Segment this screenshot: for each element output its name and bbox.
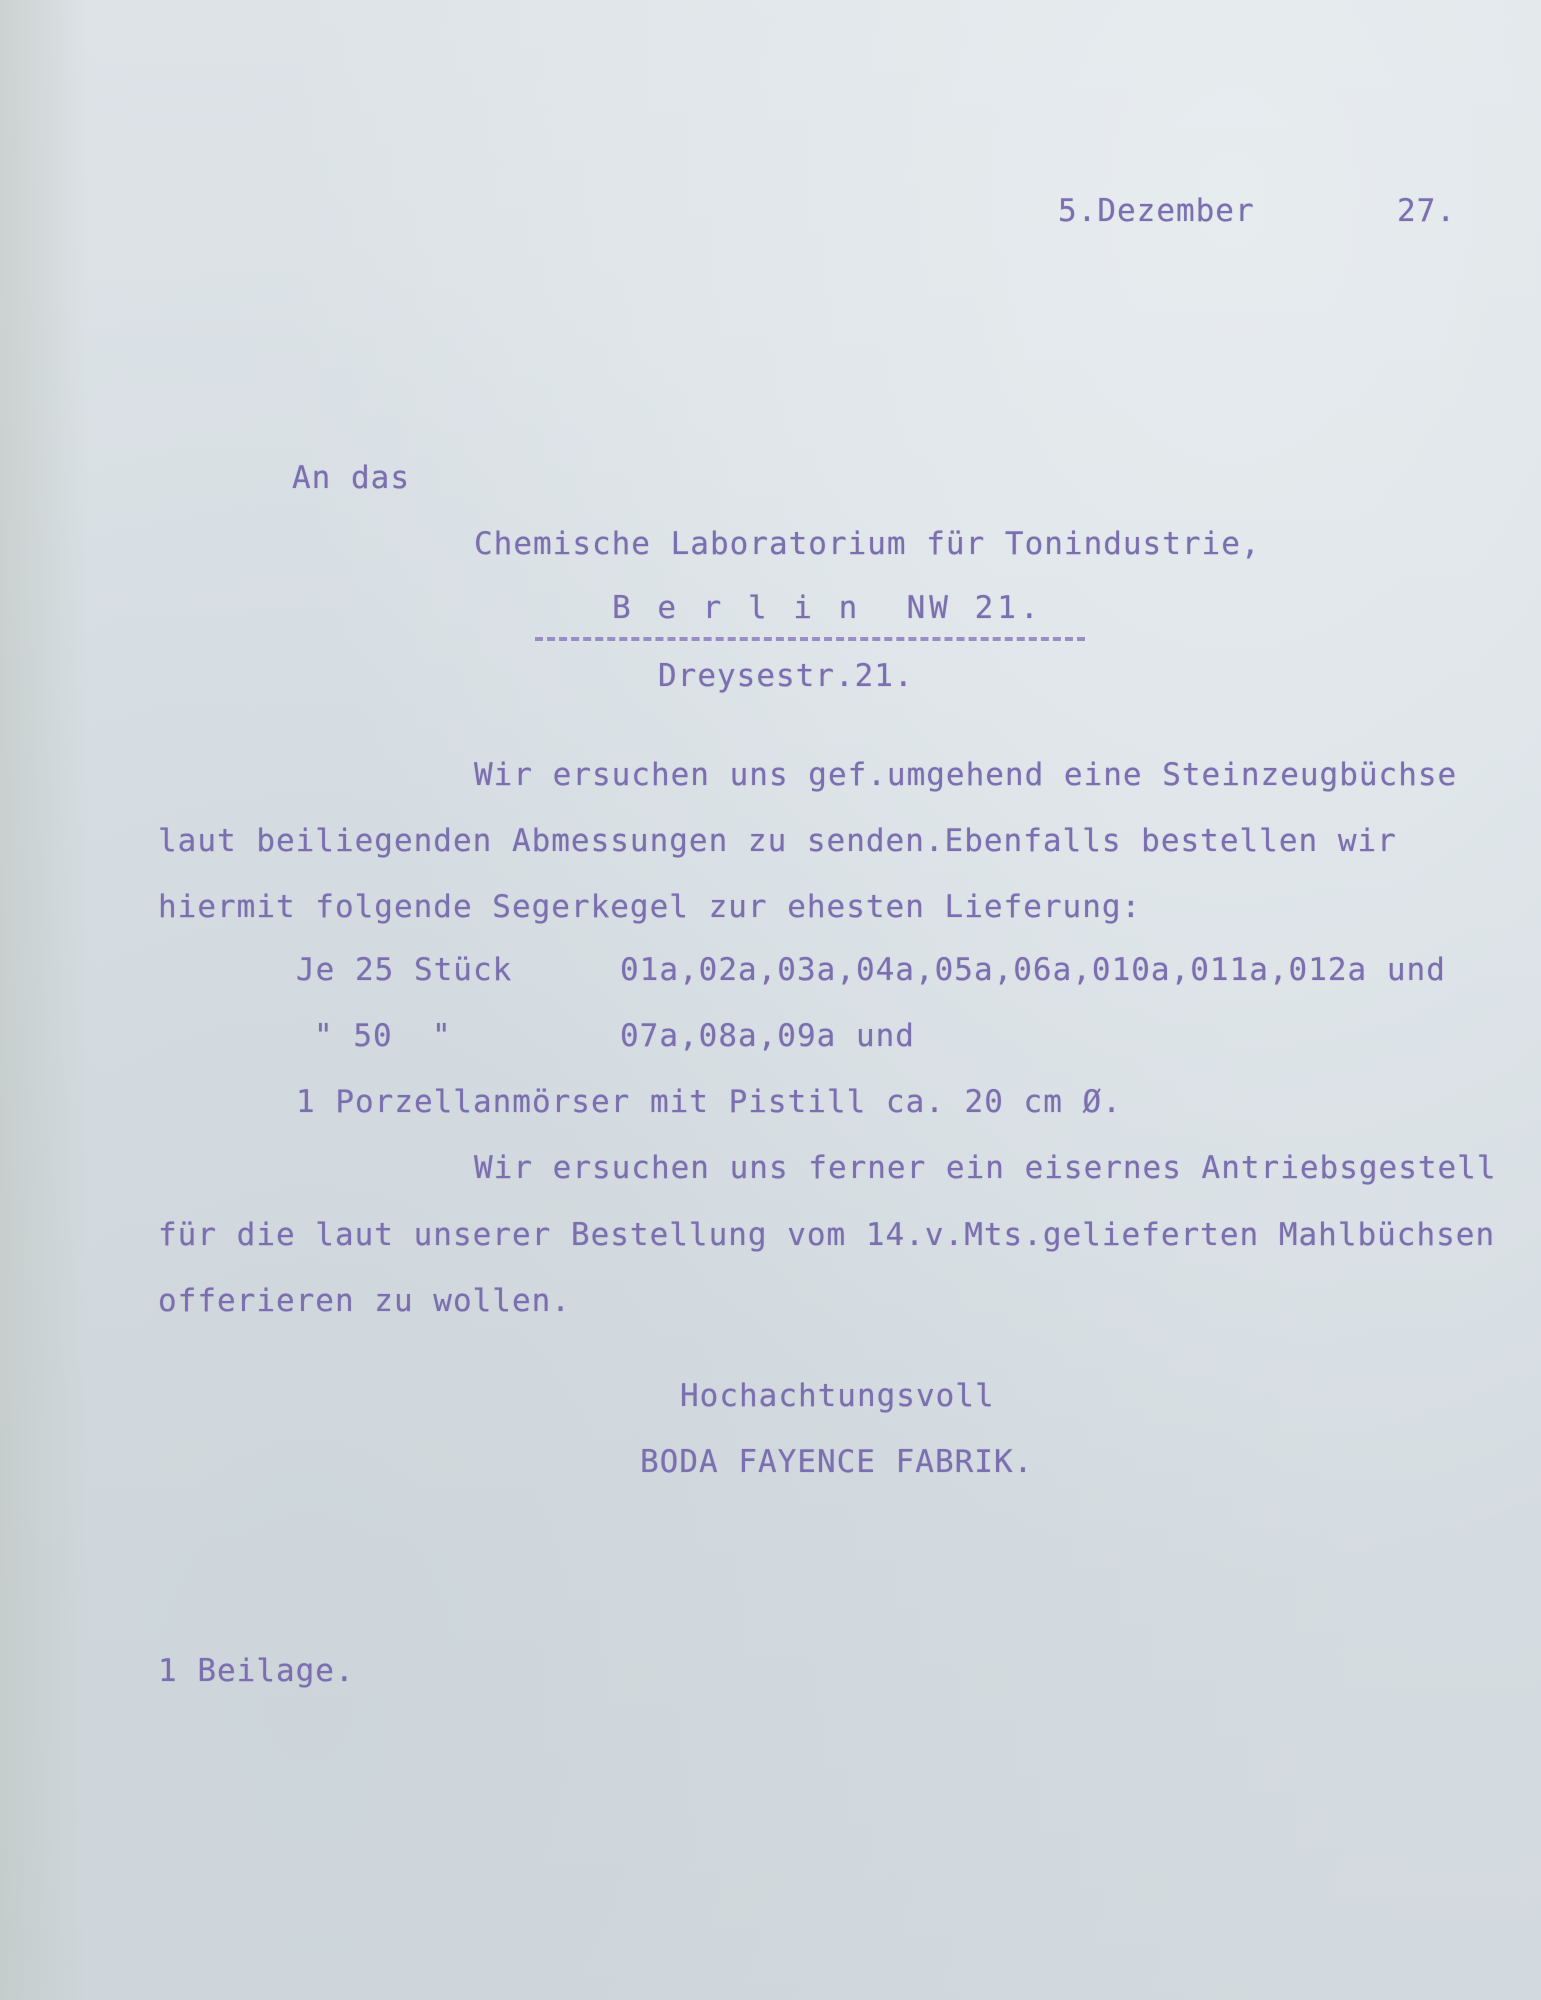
body-paragraph-1-line-2: laut beiliegenden Abmessungen zu senden.Ebenfalls bestellen wir bbox=[158, 823, 1397, 859]
order-2-quantity: " 50 " bbox=[314, 1018, 452, 1054]
body-paragraph-2-line-2: für die laut unserer Bestellung vom 14.v.Mts.gelieferten Mahlbüchsen bbox=[158, 1217, 1496, 1253]
body-paragraph-1-line-3: hiermit folgende Segerkegel zur ehesten Lieferung: bbox=[158, 889, 1142, 925]
body-paragraph-2-line-1: Wir ersuchen uns ferner ein eisernes Antriebsgestell bbox=[474, 1150, 1497, 1186]
closing: Hochachtungsvoll bbox=[680, 1378, 995, 1414]
date-day-month: 5.Dezember bbox=[1058, 193, 1255, 229]
body-paragraph-2-line-3: offerieren zu wollen. bbox=[158, 1283, 571, 1319]
recipient-street: Dreysestr.21. bbox=[658, 658, 914, 694]
body-paragraph-1-line-1: Wir ersuchen uns gef.umgehend eine Steinzeugbüchse bbox=[474, 757, 1458, 793]
company-signature: BODA FAYENCE FABRIK. bbox=[640, 1444, 1034, 1480]
recipient-name: Chemische Laboratorium für Tonindustrie, bbox=[474, 526, 1261, 562]
order-1-quantity: Je 25 Stück bbox=[296, 952, 513, 988]
city-underline bbox=[535, 637, 1085, 641]
recipient-city: B e r l i n NW 21. bbox=[612, 590, 1043, 626]
order-1-items: 01a,02a,03a,04a,05a,06a,010a,011a,012a und bbox=[620, 952, 1446, 988]
order-2-items: 07a,08a,09a und bbox=[620, 1018, 915, 1054]
order-3: 1 Porzellanmörser mit Pistill ca. 20 cm Ø. bbox=[296, 1084, 1122, 1120]
enclosure-note: 1 Beilage. bbox=[158, 1653, 355, 1689]
paper-edge-shadow bbox=[0, 0, 90, 2000]
date-year: 27. bbox=[1397, 193, 1456, 229]
recipient-salutation: An das bbox=[292, 460, 410, 496]
